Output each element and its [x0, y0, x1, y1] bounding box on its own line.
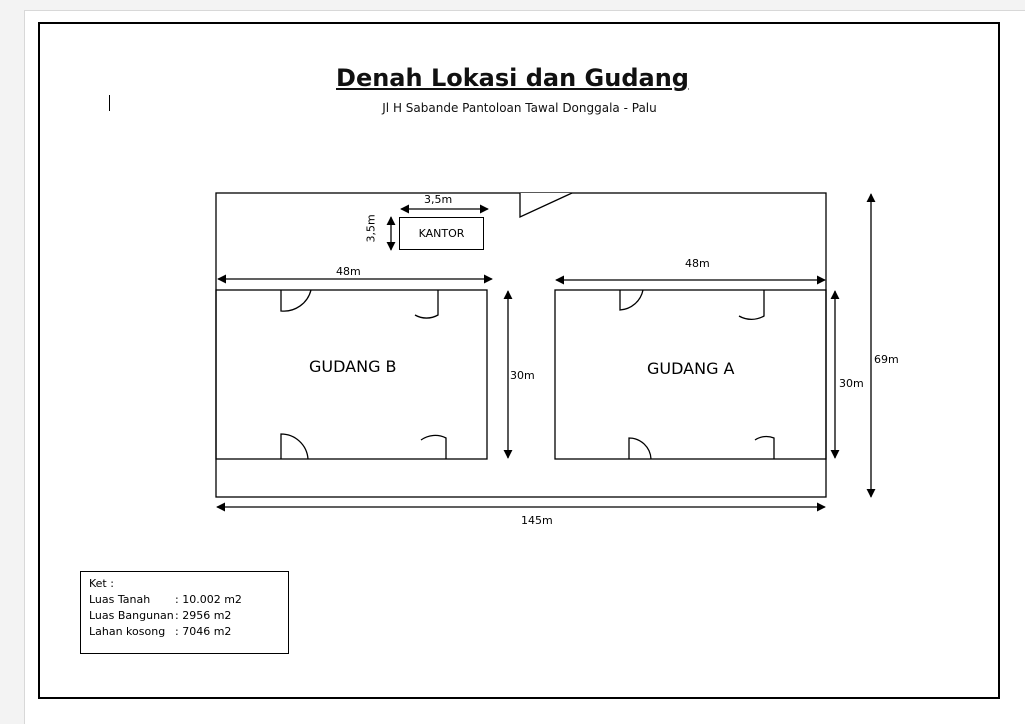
kantor-box: KANTOR [399, 217, 484, 250]
door-symbol [629, 438, 651, 459]
gudang-a-width-label: 48m [685, 257, 710, 270]
legend-heading: Ket : [89, 577, 114, 590]
legend-key: Lahan kosong [89, 625, 166, 638]
door-symbol [281, 290, 311, 311]
site-width-label: 145m [521, 514, 553, 527]
gudang-a-label: GUDANG A [647, 359, 735, 378]
legend-box [80, 571, 289, 654]
gudang-b-height-label: 30m [510, 369, 535, 382]
legend-row [89, 592, 280, 608]
door-symbol [620, 290, 643, 310]
door-symbol [755, 436, 774, 459]
legend-value: : 2956 m2 [175, 609, 232, 622]
legend-value: : 10.002 m2 [175, 593, 242, 606]
door-symbol [739, 290, 764, 319]
legend-row [89, 608, 280, 624]
legend-row [89, 624, 280, 640]
diagram-title: Denah Lokasi dan Gudang [336, 64, 689, 92]
kantor-width-label: 3,5m [424, 193, 453, 206]
kantor-height-label: 3,5m [364, 214, 378, 243]
gudang-b-label: GUDANG B [309, 357, 397, 376]
door-symbol [281, 434, 308, 459]
site-height-label: 69m [874, 353, 899, 366]
gudang-a-height-label: 30m [839, 377, 864, 390]
gate-symbol [520, 193, 572, 217]
legend-key: Luas Tanah [89, 593, 151, 606]
legend-value: : 7046 m2 [175, 625, 232, 638]
door-symbol [421, 435, 446, 459]
legend-key: Luas Bangunan [89, 609, 174, 622]
diagram-subtitle: Jl H Sabande Pantoloan Tawal Donggala - Palu [382, 101, 657, 115]
gudang-b-width-label: 48m [336, 265, 361, 278]
door-symbol [415, 290, 438, 318]
site-boundary [216, 193, 826, 497]
